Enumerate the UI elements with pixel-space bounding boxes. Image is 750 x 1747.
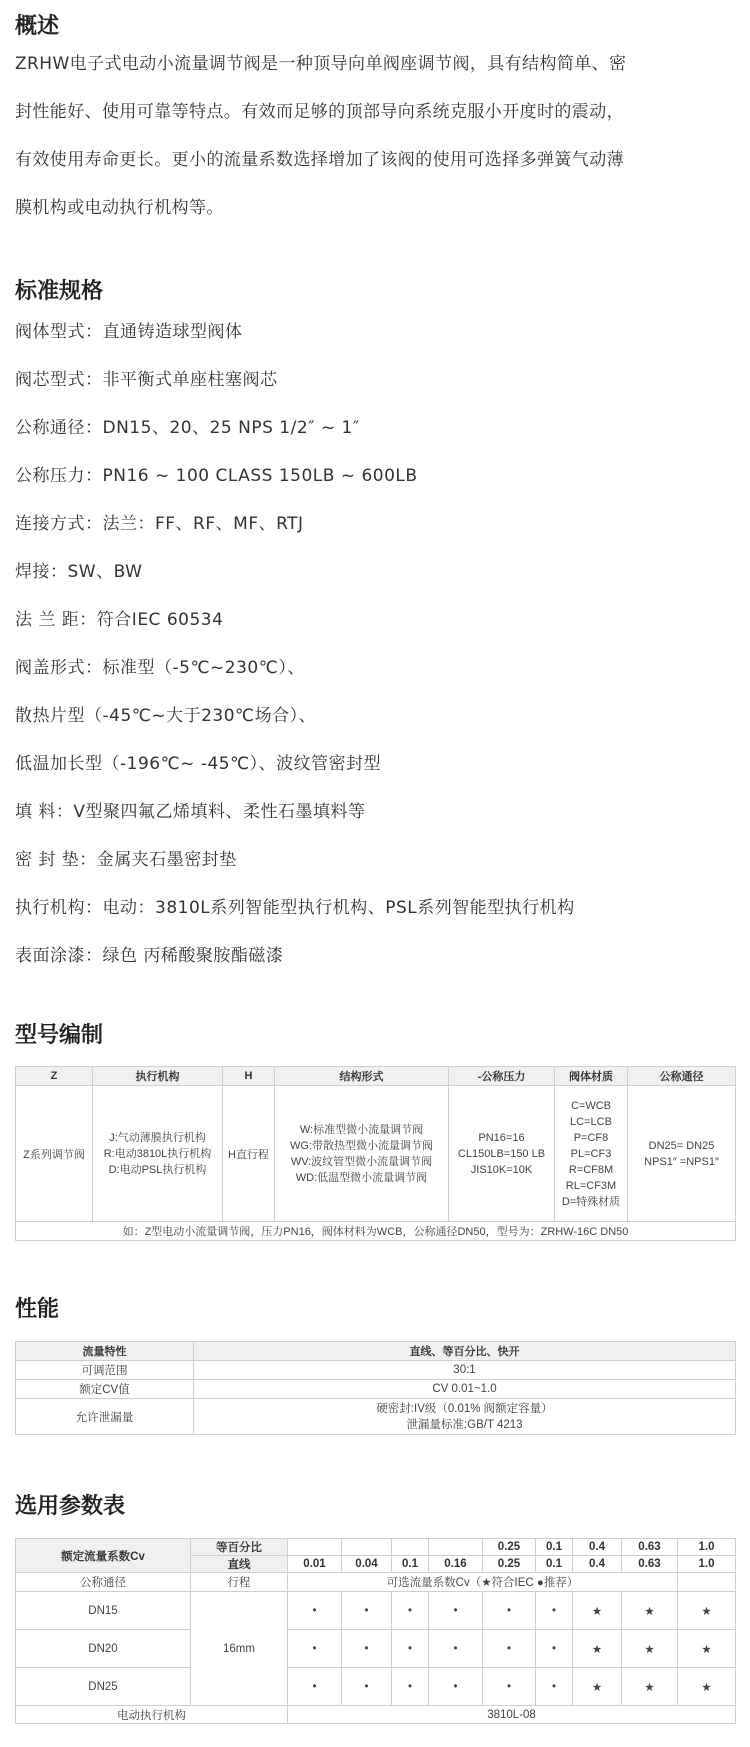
performance-label: 允许泄漏量 bbox=[16, 1399, 194, 1435]
linear-value: 0.04 bbox=[342, 1556, 392, 1573]
actuator-value: 3810L-08 bbox=[288, 1706, 736, 1724]
equal-pct-value bbox=[288, 1539, 342, 1556]
overview-paragraph bbox=[15, 40, 735, 232]
cv-mark: • bbox=[483, 1592, 536, 1630]
equal-pct-value bbox=[342, 1539, 392, 1556]
overview-line: 有效使用寿命更长。更小的流量系数选择增加了该阀的使用可选择多弹簧气动薄 bbox=[15, 150, 624, 170]
cv-mark: • bbox=[342, 1668, 392, 1706]
linear-value: 0.01 bbox=[288, 1556, 342, 1573]
cv-mark: • bbox=[392, 1630, 429, 1668]
model-cell-h: H直行程 bbox=[223, 1086, 275, 1222]
specs-heading: 标准规格 bbox=[15, 279, 104, 304]
equal-pct-value: 0.1 bbox=[536, 1539, 573, 1556]
equal-pct-value bbox=[392, 1539, 429, 1556]
model-cell-structure: W:标准型微小流量调节阀 WG:带散热型微小流量调节阀 WV:波纹管型微小流量调节阀 WD:低温型微小流量调节阀 bbox=[275, 1086, 449, 1222]
cv-mark: ★ bbox=[573, 1592, 622, 1630]
model-cell-z: Z系列调节阀 bbox=[16, 1086, 93, 1222]
dn-label: DN25 bbox=[16, 1668, 191, 1706]
model-cell-pressure: PN16=16 CL150LB=150 LB JIS10K=10K bbox=[449, 1086, 555, 1222]
spec-item: 阀盖形式：标准型（-5℃~230℃）、 bbox=[15, 658, 305, 678]
performance-value: CV 0.01~1.0 bbox=[194, 1380, 736, 1399]
cv-mark: • bbox=[483, 1630, 536, 1668]
cv-mark: ★ bbox=[678, 1592, 736, 1630]
cv-mark: ★ bbox=[678, 1630, 736, 1668]
linear-label: 直线 bbox=[191, 1556, 288, 1573]
cv-mark: • bbox=[288, 1592, 342, 1630]
stroke-label: 行程 bbox=[191, 1573, 288, 1592]
overview-line: 膜机构或电动执行机构等。 bbox=[15, 198, 224, 218]
selection-table bbox=[15, 1538, 736, 1724]
cv-mark: • bbox=[536, 1630, 573, 1668]
spec-item: 公称通径：DN15、20、25 NPS 1/2″ ~ 1″ bbox=[15, 418, 360, 438]
spec-item: 执行机构：电动：3810L系列智能型执行机构、PSL系列智能型执行机构 bbox=[15, 898, 575, 918]
model-header-diameter: 公称通径 bbox=[628, 1067, 736, 1086]
cv-mark: • bbox=[288, 1630, 342, 1668]
rated-cv-label: 额定流量系数Cv bbox=[16, 1539, 191, 1573]
actuator-label: 电动执行机构 bbox=[16, 1706, 288, 1724]
linear-value: 0.1 bbox=[536, 1556, 573, 1573]
cv-mark: ★ bbox=[622, 1668, 678, 1706]
model-header-material: 阀体材质 bbox=[555, 1067, 628, 1086]
linear-value: 0.1 bbox=[392, 1556, 429, 1573]
spec-item: 公称压力：PN16 ~ 100 CLASS 150LB ~ 600LB bbox=[15, 466, 418, 486]
cv-mark: • bbox=[392, 1592, 429, 1630]
spec-item: 表面涂漆：绿色 丙稀酸聚胺酯磁漆 bbox=[15, 946, 284, 966]
linear-value: 0.63 bbox=[622, 1556, 678, 1573]
overview-heading: 概述 bbox=[15, 14, 60, 39]
performance-label: 可调范围 bbox=[16, 1361, 194, 1380]
model-heading: 型号编制 bbox=[15, 1023, 104, 1048]
overview-line: 封性能好、使用可靠等特点。有效而足够的顶部导向系统克服小开度时的震动， bbox=[15, 102, 624, 122]
equal-pct-value: 1.0 bbox=[678, 1539, 736, 1556]
cv-mark: ★ bbox=[622, 1630, 678, 1668]
equal-pct-value bbox=[429, 1539, 483, 1556]
performance-value: 30:1 bbox=[194, 1361, 736, 1380]
performance-table bbox=[15, 1341, 736, 1435]
cv-mark: ★ bbox=[678, 1668, 736, 1706]
performance-label: 额定CV值 bbox=[16, 1380, 194, 1399]
spec-item: 阀芯型式：非平衡式单座柱塞阀芯 bbox=[15, 370, 278, 390]
cv-mark: • bbox=[392, 1668, 429, 1706]
model-code-table bbox=[15, 1066, 736, 1241]
equal-pct-value: 0.4 bbox=[573, 1539, 622, 1556]
spec-item: 法 兰 距：符合IEC 60534 bbox=[15, 610, 224, 630]
model-cell-material: C=WCB LC=LCB P=CF8 PL=CF3 R=CF8M RL=CF3M D=特殊材质 bbox=[555, 1086, 628, 1222]
cv-mark: • bbox=[429, 1592, 483, 1630]
cv-mark: ★ bbox=[622, 1592, 678, 1630]
model-example: 如：Z型电动小流量调节阀，压力PN16，阀体材料为WCB，公称通径DN50，型号为：ZRHW-16C DN50 bbox=[16, 1222, 736, 1241]
nominal-label: 公称通径 bbox=[16, 1573, 191, 1592]
cv-note: 可选流量系数Cv（★符合IEC ●推荐） bbox=[288, 1573, 678, 1592]
performance-label: 流量特性 bbox=[16, 1342, 194, 1361]
cv-mark: • bbox=[536, 1592, 573, 1630]
dn-label: DN15 bbox=[16, 1592, 191, 1630]
model-cell-diameter: DN25= DN25 NPS1″ =NPS1″ bbox=[628, 1086, 736, 1222]
dn-label: DN20 bbox=[16, 1630, 191, 1668]
equal-pct-value: 0.63 bbox=[622, 1539, 678, 1556]
model-header-structure: 结构形式 bbox=[275, 1067, 449, 1086]
model-cell-actuator: J:气动薄膜执行机构 R:电动3810L执行机构 D:电动PSL执行机构 bbox=[93, 1086, 223, 1222]
stroke-value: 16mm bbox=[191, 1592, 288, 1706]
cv-mark: • bbox=[429, 1630, 483, 1668]
selection-heading: 选用参数表 bbox=[15, 1494, 126, 1519]
spec-item: 焊接：SW、BW bbox=[15, 562, 143, 582]
performance-heading: 性能 bbox=[15, 1297, 60, 1322]
cv-mark: • bbox=[429, 1668, 483, 1706]
spec-item: 低温加长型（-196℃~ -45℃）、波纹管密封型 bbox=[15, 754, 382, 774]
linear-value: 0.16 bbox=[429, 1556, 483, 1573]
cv-note-blank bbox=[678, 1573, 736, 1592]
cv-mark: • bbox=[288, 1668, 342, 1706]
cv-mark: • bbox=[483, 1668, 536, 1706]
equal-pct-value: 0.25 bbox=[483, 1539, 536, 1556]
performance-value: 硬密封:IV级（0.01% 阀额定容量） 泄漏量标准:GB/T 4213 bbox=[194, 1399, 736, 1435]
spec-item: 散热片型（-45℃~大于230℃场合）、 bbox=[15, 706, 317, 726]
cv-mark: ★ bbox=[573, 1668, 622, 1706]
cv-mark: • bbox=[536, 1668, 573, 1706]
spec-item: 密 封 垫：金属夹石墨密封垫 bbox=[15, 850, 237, 870]
cv-mark: • bbox=[342, 1630, 392, 1668]
cv-mark: • bbox=[342, 1592, 392, 1630]
overview-line: ZRHW电子式电动小流量调节阀是一种顶导向单阀座调节阀，具有结构简单、密 bbox=[15, 54, 627, 74]
performance-value: 直线、等百分比、快开 bbox=[194, 1342, 736, 1361]
spec-item: 填 料：V型聚四氟乙烯填料、柔性石墨填料等 bbox=[15, 802, 366, 822]
linear-value: 0.25 bbox=[483, 1556, 536, 1573]
model-header-pressure: -公称压力 bbox=[449, 1067, 555, 1086]
linear-value: 0.4 bbox=[573, 1556, 622, 1573]
equal-pct-label: 等百分比 bbox=[191, 1539, 288, 1556]
model-header-z: Z bbox=[16, 1067, 93, 1086]
model-header-h: H bbox=[223, 1067, 275, 1086]
spec-item: 阀体型式：直通铸造球型阀体 bbox=[15, 322, 243, 342]
cv-mark: ★ bbox=[573, 1630, 622, 1668]
model-header-actuator: 执行机构 bbox=[93, 1067, 223, 1086]
linear-value: 1.0 bbox=[678, 1556, 736, 1573]
spec-item: 连接方式：法兰：FF、RF、MF、RTJ bbox=[15, 514, 304, 534]
